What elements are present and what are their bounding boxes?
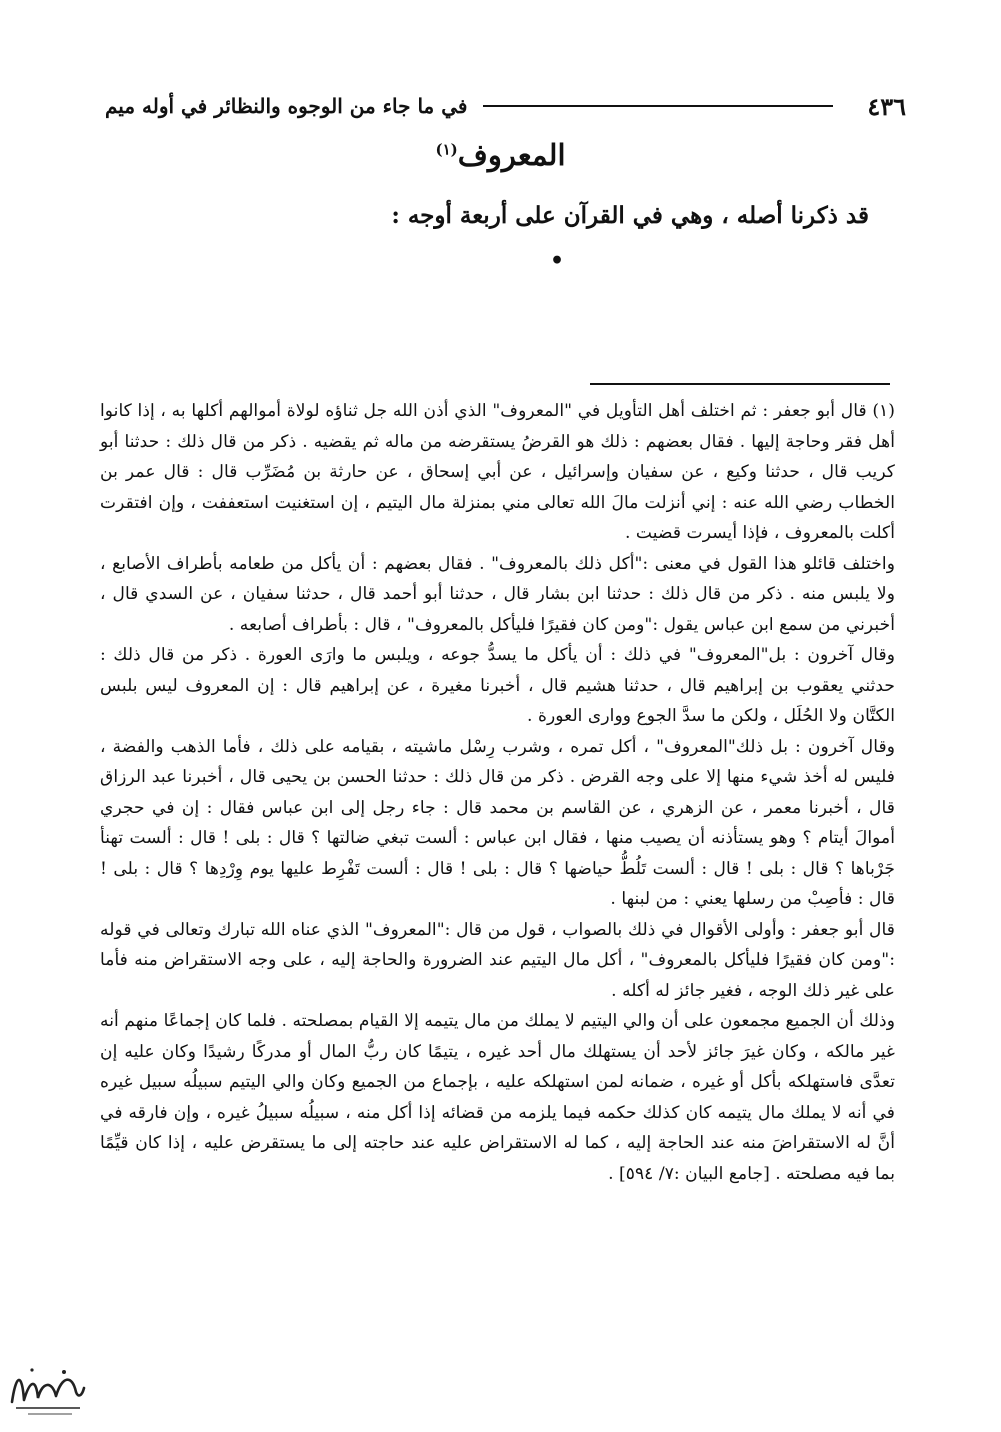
- header-rule: [483, 105, 833, 107]
- footnote-paragraph: وذلك أن الجميع مجمعون على أن والي اليتيم لا يملك من مال يتيمه إلا القيام بمصلحته . فلما كان إجماعًا منهم أنه غير مالكه ، وكان غيرَ جائز لأحد أن يستهلك مال أحد غيره ، يتيمًا كان ربُّ المال أو مدركًا رشيدًا وكان عليه إن تعدَّى فاستهلكه بأكل أو غيره ، ضمانه لمن استهلكه عليه ، بإجماع من الجميع وكان والي اليتيم سبيلُه سبيل غيره في أنه لا يملك مال يتيمه كان كذلك حكمه فيما يلزمه من قضائه إذا أكل منه ، سبيلُه سبيلُ غيره ، وإن فارقه في أنَّ له الاستقراضَ منه عند الحاجة إليه ، كما له الاستقراض عليه عند حاجته إلى ما يستقرض عليه ، إذا كان قيِّمًا بما فيه مصلحته . [جامع البيان :٧/ ٥٩٤] .: [100, 1011, 895, 1184]
- calligraphy-stamp-icon: [6, 1362, 88, 1420]
- footnote-separator: [590, 383, 890, 385]
- footnote-body: [100, 396, 895, 1189]
- running-title: في ما جاء من الوجوه والنظائر في أوله ميم: [105, 94, 468, 118]
- footnote-paragraph: وقال آخرون : بل"المعروف" في ذلك : أن يأكل ما يسدُّ جوعه ، ويلبس ما وارَى العورة . ذكر من قال ذلك : حدثني يعقوب بن إبراهيم قال ، حدثنا هشيم قال ، أخبرنا مغيرة ، عن إبراهيم قال : إن المعروف ليس بلبس الكتَّان ولا الحُلَل ، ولكن ما سدَّ الجوع ووارى العورة .: [100, 645, 895, 726]
- footnote-paragraph: واختلف قائلو هذا القول في معنى :"أكل ذلك بالمعروف" . فقال بعضهم : أن يأكل من طعامه بأطراف الأصابع ، ولا يلبس منه . ذكر من قال ذلك : حدثنا ابن بشار قال ، حدثنا أبو أحمد قال ، حدثنا سفيان ، عن السدي قال ، أخبرني من سمع ابن عباس يقول :"ومن كان فقيرًا فليأكل بالمعروف" ، قال : بأطراف أصابعه .: [100, 553, 895, 635]
- ornament-dot: •: [550, 248, 565, 274]
- footnote-marker: (١): [435, 140, 458, 159]
- page-number: ٤٣٦: [867, 91, 906, 121]
- footnote-paragraph: قال أبو جعفر : وأولى الأقوال في ذلك بالصواب ، قول من قال :"المعروف" الذي عناه الله تبارك وتعالى في قوله :"ومن كان فقيرًا فليأكل بالمعروف" ، أكل مال اليتيم عند الضرورة والحاجة إليه ، على وجه الاستقراض منه فأما على غير ذلك الوجه ، فغير جائز له أكله .: [100, 919, 895, 1001]
- section-title: [0, 138, 1001, 172]
- footnote-paragraph: وقال آخرون : بل ذلك"المعروف" ، أكل تمره ، وشرب رِسْل ماشيته ، بقيامه على ذلك ، فأما الذهب والفضة ، فليس له أخذ شيء منها إلا على وجه القرض . ذكر من قال ذلك : حدثنا الحسن بن يحيى قال ، أخبرنا عبد الرزاق قال ، أخبرنا معمر ، عن الزهري ، عن القاسم بن محمد قال : جاء رجل إلى ابن عباس فقال : إن في حجري أموالَ أيتام ؟ وهو يستأذنه أن يصيب منها ، فقال ابن عباس : ألست تبغي ضالتها ؟ قال : بلى ! قال : ألست تهنأ جَرْباها ؟ قال : بلى ! قال : ألست تَلُطُّ حياضها ؟ قال : بلى ! قال : ألست تَفْرِط عليها يوم وِرْدِها ؟ قال : بلى ! قال : فأصِبْ من رسلها يعني : من لبنها .: [100, 736, 895, 909]
- section-title-text: المعروف: [457, 138, 566, 172]
- running-header: [105, 88, 906, 124]
- intro-line: قد ذكرنا أصله ، وهي في القرآن على أربعة أوجه :: [391, 202, 869, 229]
- footnote-paragraph: (١) قال أبو جعفر : ثم اختلف أهل التأويل في "المعروف" الذي أذن الله جل ثناؤه لولاة أموالهم أكلها به ، إذا كانوا أهل فقر وحاجة إليها . فقال بعضهم : ذلك هو القرضُ يستقرضه من ماله ثم يقضيه . ذكر من قال ذلك : حدثنا أبو كريب قال ، حدثنا وكيع ، عن سفيان وإسرائيل ، عن أبي إسحاق ، عن حارثة بن مُضَرِّب قال : قال عمر بن الخطاب رضي الله عنه : إني أنزلت مالَ الله تعالى مني بمنزلة مال اليتيم ، إن استغنيت استعففت ، وإن افتقرت أكلت بالمعروف ، فإذا أيسرت قضيت .: [100, 401, 895, 543]
